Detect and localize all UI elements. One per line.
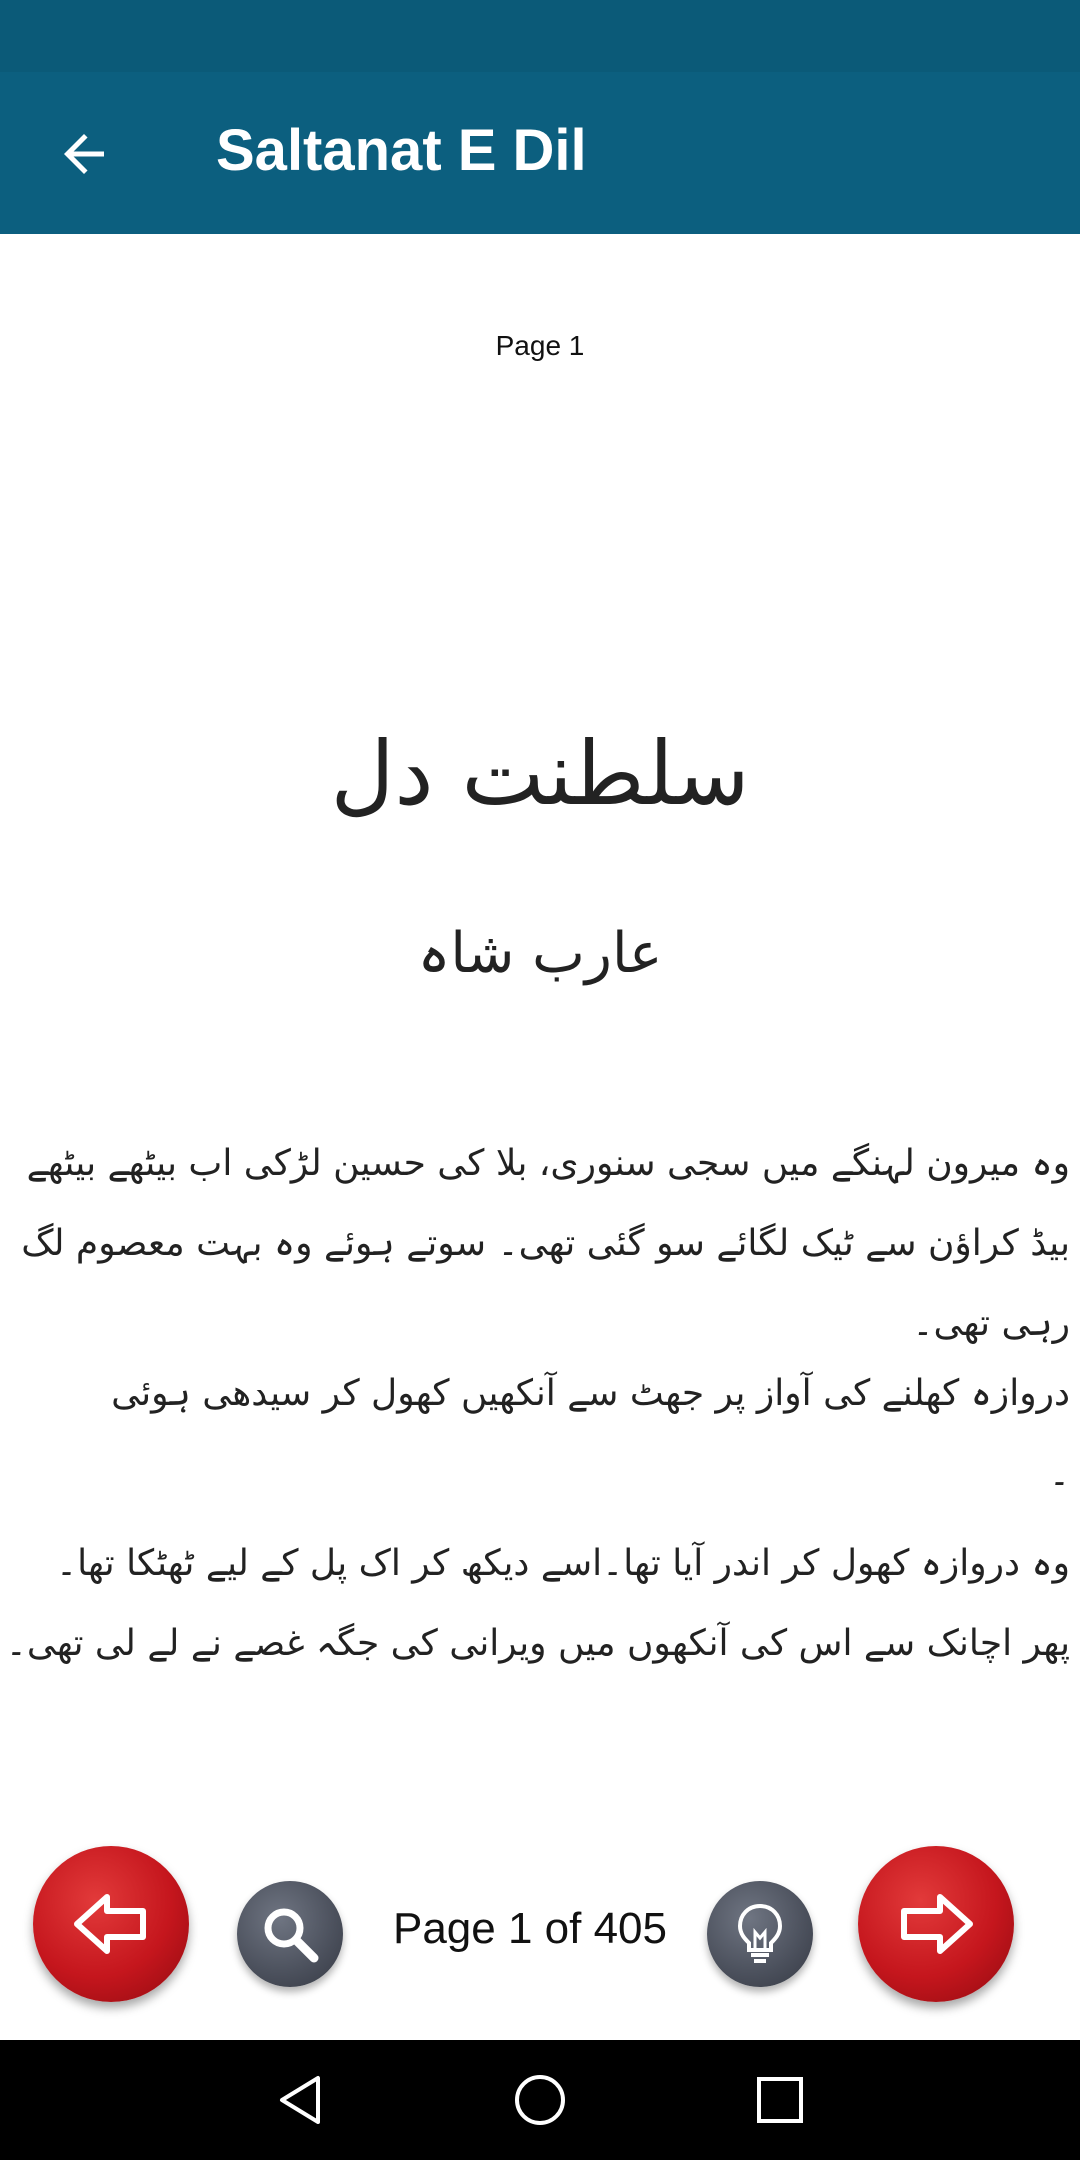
book-title: سلطنت دل (330, 722, 750, 825)
system-recents-button[interactable] (740, 2060, 820, 2140)
triangle-back-icon (272, 2070, 332, 2130)
paragraph-2: دروازہ کھلنے کی آواز پر جھٹ سے آنکھیں کھول کر سیدھی ہوئی (111, 1373, 1070, 1414)
paragraph-3: ۔ (1048, 1453, 1070, 1494)
lightbulb-icon (732, 1902, 788, 1966)
system-back-button[interactable] (262, 2060, 342, 2140)
brightness-button[interactable] (707, 1881, 813, 1987)
system-home-button[interactable] (500, 2060, 580, 2140)
paragraph-4: وہ دروازہ کھول کر اندر آیا تھا۔اسے دیکھ کر اک پل کے لیے ٹھٹکا تھا۔ پھر اچانک سے اس کی آنکھوں میں ویرانی کی جگہ غصے نے لے لی تھی۔ (5, 1543, 1070, 1664)
arrow-right-outline-icon (896, 1889, 976, 1959)
arrow-left-outline-icon (71, 1889, 151, 1959)
paragraph-1: وہ میرون لہنگے میں سجی سنوری، بلا کی حسین لڑکی اب بیٹھے بیٹھے بیڈ کراؤن سے ٹیک لگائے سو گئی تھی۔ سوتے ہوئے وہ بہت معصوم لگ رہی تھی۔ (21, 1143, 1070, 1344)
book-author: عارب شاہ (417, 921, 663, 986)
app-bar (0, 72, 1080, 234)
system-navigation-bar (0, 2040, 1080, 2160)
reader-page[interactable] (0, 234, 1080, 1834)
search-button[interactable] (237, 1881, 343, 1987)
square-recents-icon (750, 2070, 810, 2130)
back-button[interactable] (44, 114, 124, 194)
circle-home-icon (510, 2070, 570, 2130)
next-page-button[interactable] (858, 1846, 1014, 2002)
app-title: Saltanat E Dil (216, 118, 587, 183)
previous-page-button[interactable] (33, 1846, 189, 2002)
page-indicator: Page 1 of 405 (392, 1904, 667, 1953)
reader-controls (0, 1834, 1080, 2040)
arrow-left-icon (54, 124, 114, 184)
page-label: Page 1 (495, 330, 585, 361)
status-bar (0, 0, 1080, 72)
search-icon (258, 1902, 322, 1966)
